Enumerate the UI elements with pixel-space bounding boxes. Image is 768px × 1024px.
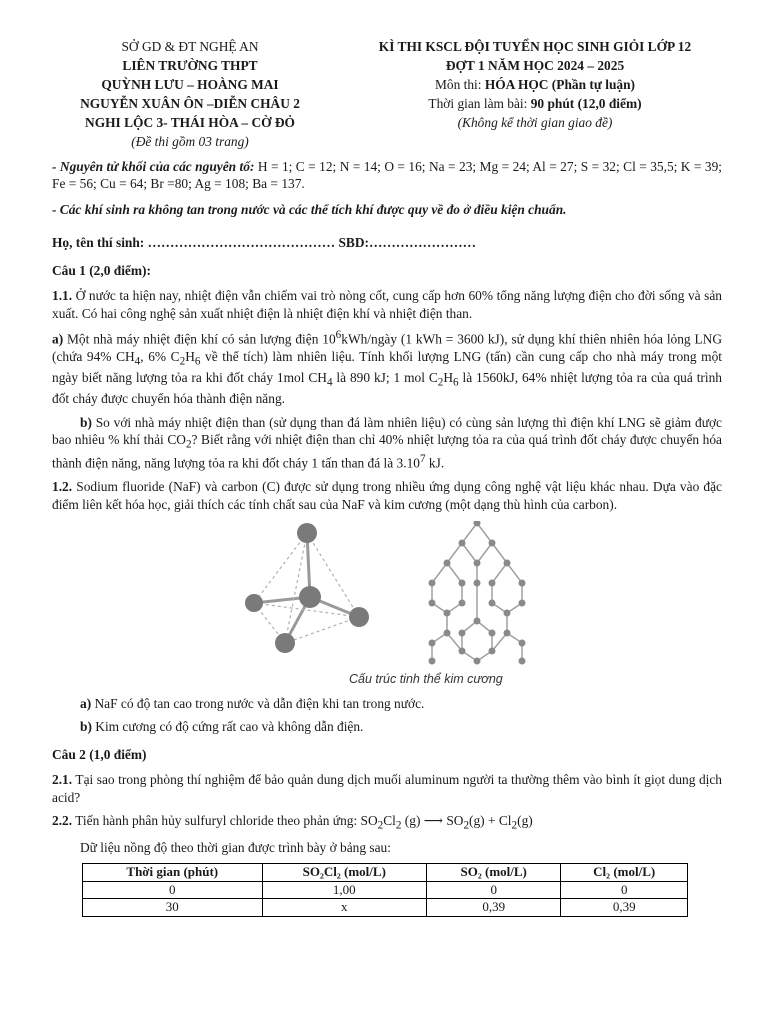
question-2-title: Câu 2 (1,0 điểm) [52,746,147,762]
atomic-mass-list: - Nguyên tử khối của các nguyên tố: H = 1; C = 12; N = 14; O = 16; Na = 23; Mg = 24; Al = 27; S = 32; Cl = 35,5; K = 39; Fe = 56; Cu = 64; Br =80; Ag = 108; Ba = 137. [52,159,723,192]
crystal-structure-illustration [202,521,582,671]
table-cell: 1,00 [262,881,426,899]
table-cell: 0 [83,881,263,899]
question-1-title: Câu 1 (2,0 điểm): [52,262,151,278]
header-cl2: Cl₂ (mol/L) [561,863,688,881]
question-2-1: 2.1. Tại sao trong phòng thí nghiệm để bảo quản dung dịch muối aluminum người ta thường thêm vào bình ít giọt dung dịch acid? [52,772,722,805]
figure-caption: Cấu trúc tinh thể kim cương [349,671,503,686]
reaction-arrow: ⟶ [423,813,443,829]
table-cell: 0 [427,881,561,899]
question-1-2: 1.2. Sodium fluoride (NaF) và carbon (C) được sử dụng trong nhiều ứng dụng công nghệ vật liệu khác nhau. Dựa vào đặc điểm liên kết hóa học, giải thích các tính chất sau của NaF và kim cương (một dạng thù hình của carbon). [52,479,722,512]
header-so2cl2: SO₂Cl₂ (mol/L) [262,863,426,881]
school-line-2: NGUYỄN XUÂN ÔN –DIỄN CHÂU 2 [80,96,300,111]
table-intro: Dữ liệu nồng độ theo thời gian được trình bày ở bảng sau: [80,840,391,856]
diamond-lattice-bonds [432,523,522,661]
header-left [40,38,340,152]
table-cell: 0 [561,881,688,899]
department-name: SỞ GD & ĐT NGHỆ AN [121,39,259,54]
table-cell: 0,39 [561,899,688,917]
page-count-note: (Đề thi gồm 03 trang) [131,134,249,149]
candidate-info: Họ, tên thí sinh: …………………………………… SBD:…………………… [52,235,477,251]
question-1-2-a: a) NaF có độ tan cao trong nước và dẫn điện khi tan trong nước. [80,695,425,711]
table-row [83,881,688,899]
exam-content [52,158,722,917]
exam-title: KÌ THI KSCL ĐỘI TUYỂN HỌC SINH GIỎI LỚP 12 [378,39,692,54]
school-line-1: QUỲNH LƯU – HOÀNG MAI [101,77,279,92]
question-1-2-b: b) Kim cương có độ cứng rất cao và không dẫn điện. [80,719,364,735]
exam-duration: Thời gian làm bài: 90 phút (12,0 điểm) [428,96,642,111]
gas-volume-note: - Các khí sinh ra không tan trong nước và các thể tích khí được quy về đo ở điều kiện chuẩn. [52,201,567,217]
question-1-1: 1.1. Ở nước ta hiện nay, nhiệt điện vẫn chiếm vai trò nòng cốt, cung cấp hơn 60% tổng năng lượng điện cho đời sống và sản xuất. Có hai công nghệ sản xuất nhiệt điện là nhiệt điện khí và nhiệt điện than. [52,288,722,321]
table-cell: 0,39 [427,899,561,917]
question-1-1-a: a) Một nhà máy nhiệt điện khí có sản lượng điện $10^6kWh$/ngày (1 kWh = 3600 kJ), sử dụng khí thiên nhiên hóa lỏng LNG (chứa 94% $CH_4$, 6% $C_2H_6$ về thể tích) làm nhiên liệu. Tính khối lượng LNG (tấn) cần cung cấp cho nhà máy trong một ngày biết năng lượng tỏa ra khi đốt cháy 1mol $CH_4$ là 890 kJ; 1 mol $C_2H_6$ là 1560kJ, 64% nhiệt lượng tỏa ra của quá trình đốt cháy được chuyển hóa thành điện năng. [52,328,723,407]
exam-subject: Môn thi: HÓA HỌC (Phần tự luận) [434,77,635,92]
table-header-row [83,863,688,881]
tetrahedron-atoms [245,523,369,653]
header-so2: SO₂ (mol/L) [427,863,561,881]
exam-time-note: (Không kể thời gian giao đề) [457,115,613,130]
school-line-3: NGHI LỘC 3- THÁI HÒA – CỜ ĐỎ [85,115,295,130]
table-cell: 30 [83,899,263,917]
concentration-table [82,863,688,918]
question-1-1-b: b) So với nhà máy nhiệt điện than (sử dụng than đá làm nhiên liệu) có cùng sản lượng thì điện khí LNG sẽ giảm được bao nhiêu % khí thải $CO_2$? Biết rằng với nhiệt điện than chỉ 40% nhiệt lượng tỏa ra của quá trình đốt cháy được chuyển hóa thành điện năng, năng lượng tỏa ra khi đốt cháy 1 tấn than đá là 3.10$^7$ kJ. [52,414,722,471]
table-row [83,899,688,917]
diamond-structure-figure [52,521,722,691]
school-group: LIÊN TRƯỜNG THPT [122,58,258,73]
exam-round: ĐỢT 1 NĂM HỌC 2024 – 2025 [445,58,625,73]
table-cell: x [262,899,426,917]
header-right [335,38,735,133]
header-time: Thời gian (phút) [83,863,263,881]
question-2-2: 2.2. Tiến hành phân hủy sulfuryl chloride theo phản ứng: $SO_2Cl_2$ (g) ⟶ $SO_2(g) + Cl_2(g)$ [52,813,533,832]
